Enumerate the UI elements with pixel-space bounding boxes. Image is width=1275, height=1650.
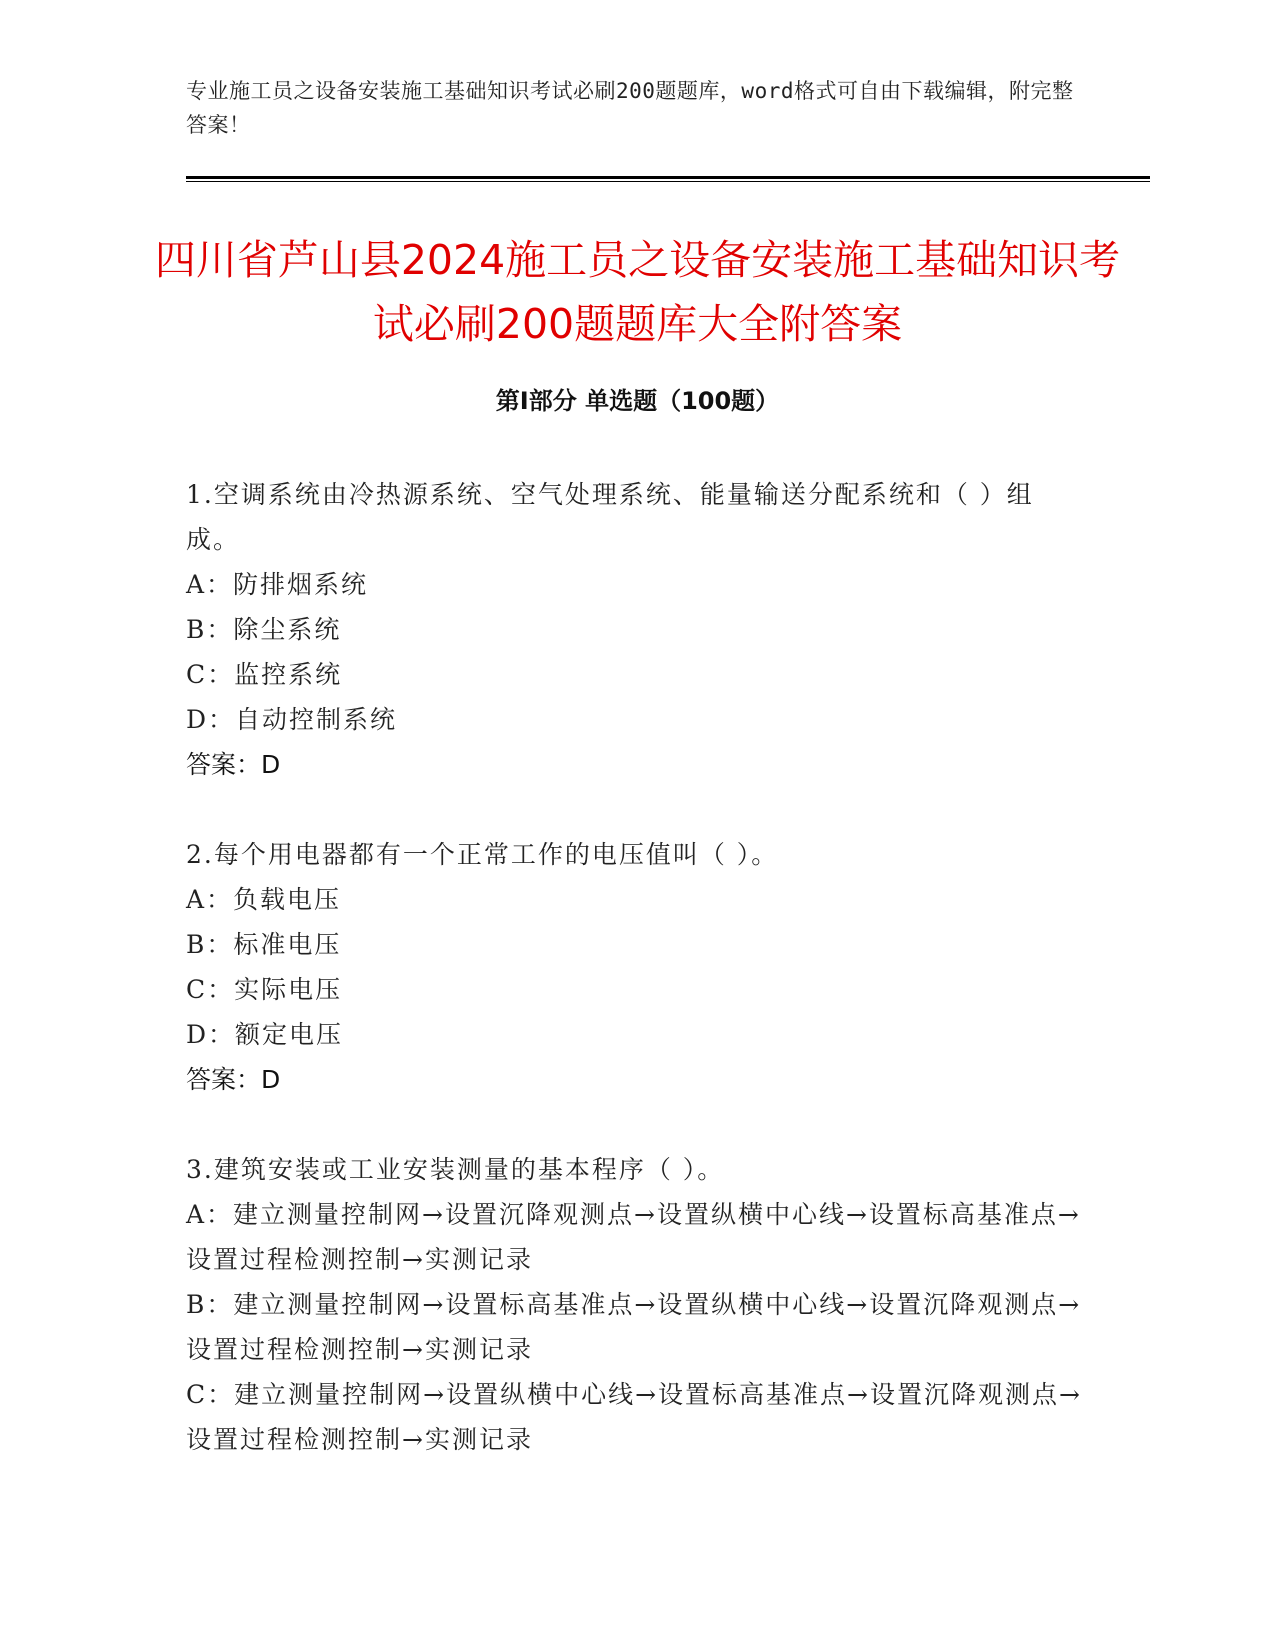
question-2: [186, 832, 1086, 1102]
question-stem: 3.建筑安装或工业安装测量的基本程序（ ）。: [186, 1155, 725, 1184]
option-c: C：建立测量控制网→设置纵横中心线→设置标高基准点→设置沉降观测点→设置过程检测控制→实测记录: [186, 1380, 1082, 1454]
question-stem: 1.空调系统由冷热源系统、空气处理系统、能量输送分配系统和（ ）组成。: [186, 480, 1034, 554]
question-1: [186, 472, 1086, 787]
option-a: A：建立测量控制网→设置沉降观测点→设置纵横中心线→设置标高基准点→设置过程检测控制→实测记录: [186, 1200, 1081, 1274]
answer-line: 答案：D: [186, 750, 281, 779]
option-b: B：建立测量控制网→设置标高基准点→设置纵横中心线→设置沉降观测点→设置过程检测控制→实测记录: [186, 1290, 1082, 1364]
question-stem: 2.每个用电器都有一个正常工作的电压值叫（ ）。: [186, 840, 779, 869]
question-3: [186, 1147, 1086, 1462]
document-title: 四川省芦山县2024施工员之设备安装施工基础知识考试必刷200题题库大全附答案: [154, 236, 1121, 348]
option-d: D：额定电压: [186, 1020, 344, 1049]
answer-line: 答案：D: [186, 1065, 281, 1094]
section-heading: 第Ⅰ部分 单选题（100题）: [495, 387, 780, 415]
header-note: 专业施工员之设备安装施工基础知识考试必刷200题题库，word格式可自由下载编辑，附完整答案！: [186, 79, 1074, 137]
option-a: A：防排烟系统: [186, 570, 369, 599]
header-rule-thin: [186, 181, 1150, 182]
option-c: C：实际电压: [186, 975, 343, 1004]
option-c: C：监控系统: [186, 660, 343, 689]
option-a: A：负载电压: [186, 885, 342, 914]
option-b: B：标准电压: [186, 930, 342, 959]
header-rule-thick: [186, 176, 1150, 179]
question-list: [186, 472, 1086, 1507]
option-b: B：除尘系统: [186, 615, 342, 644]
option-d: D：自动控制系统: [186, 705, 398, 734]
